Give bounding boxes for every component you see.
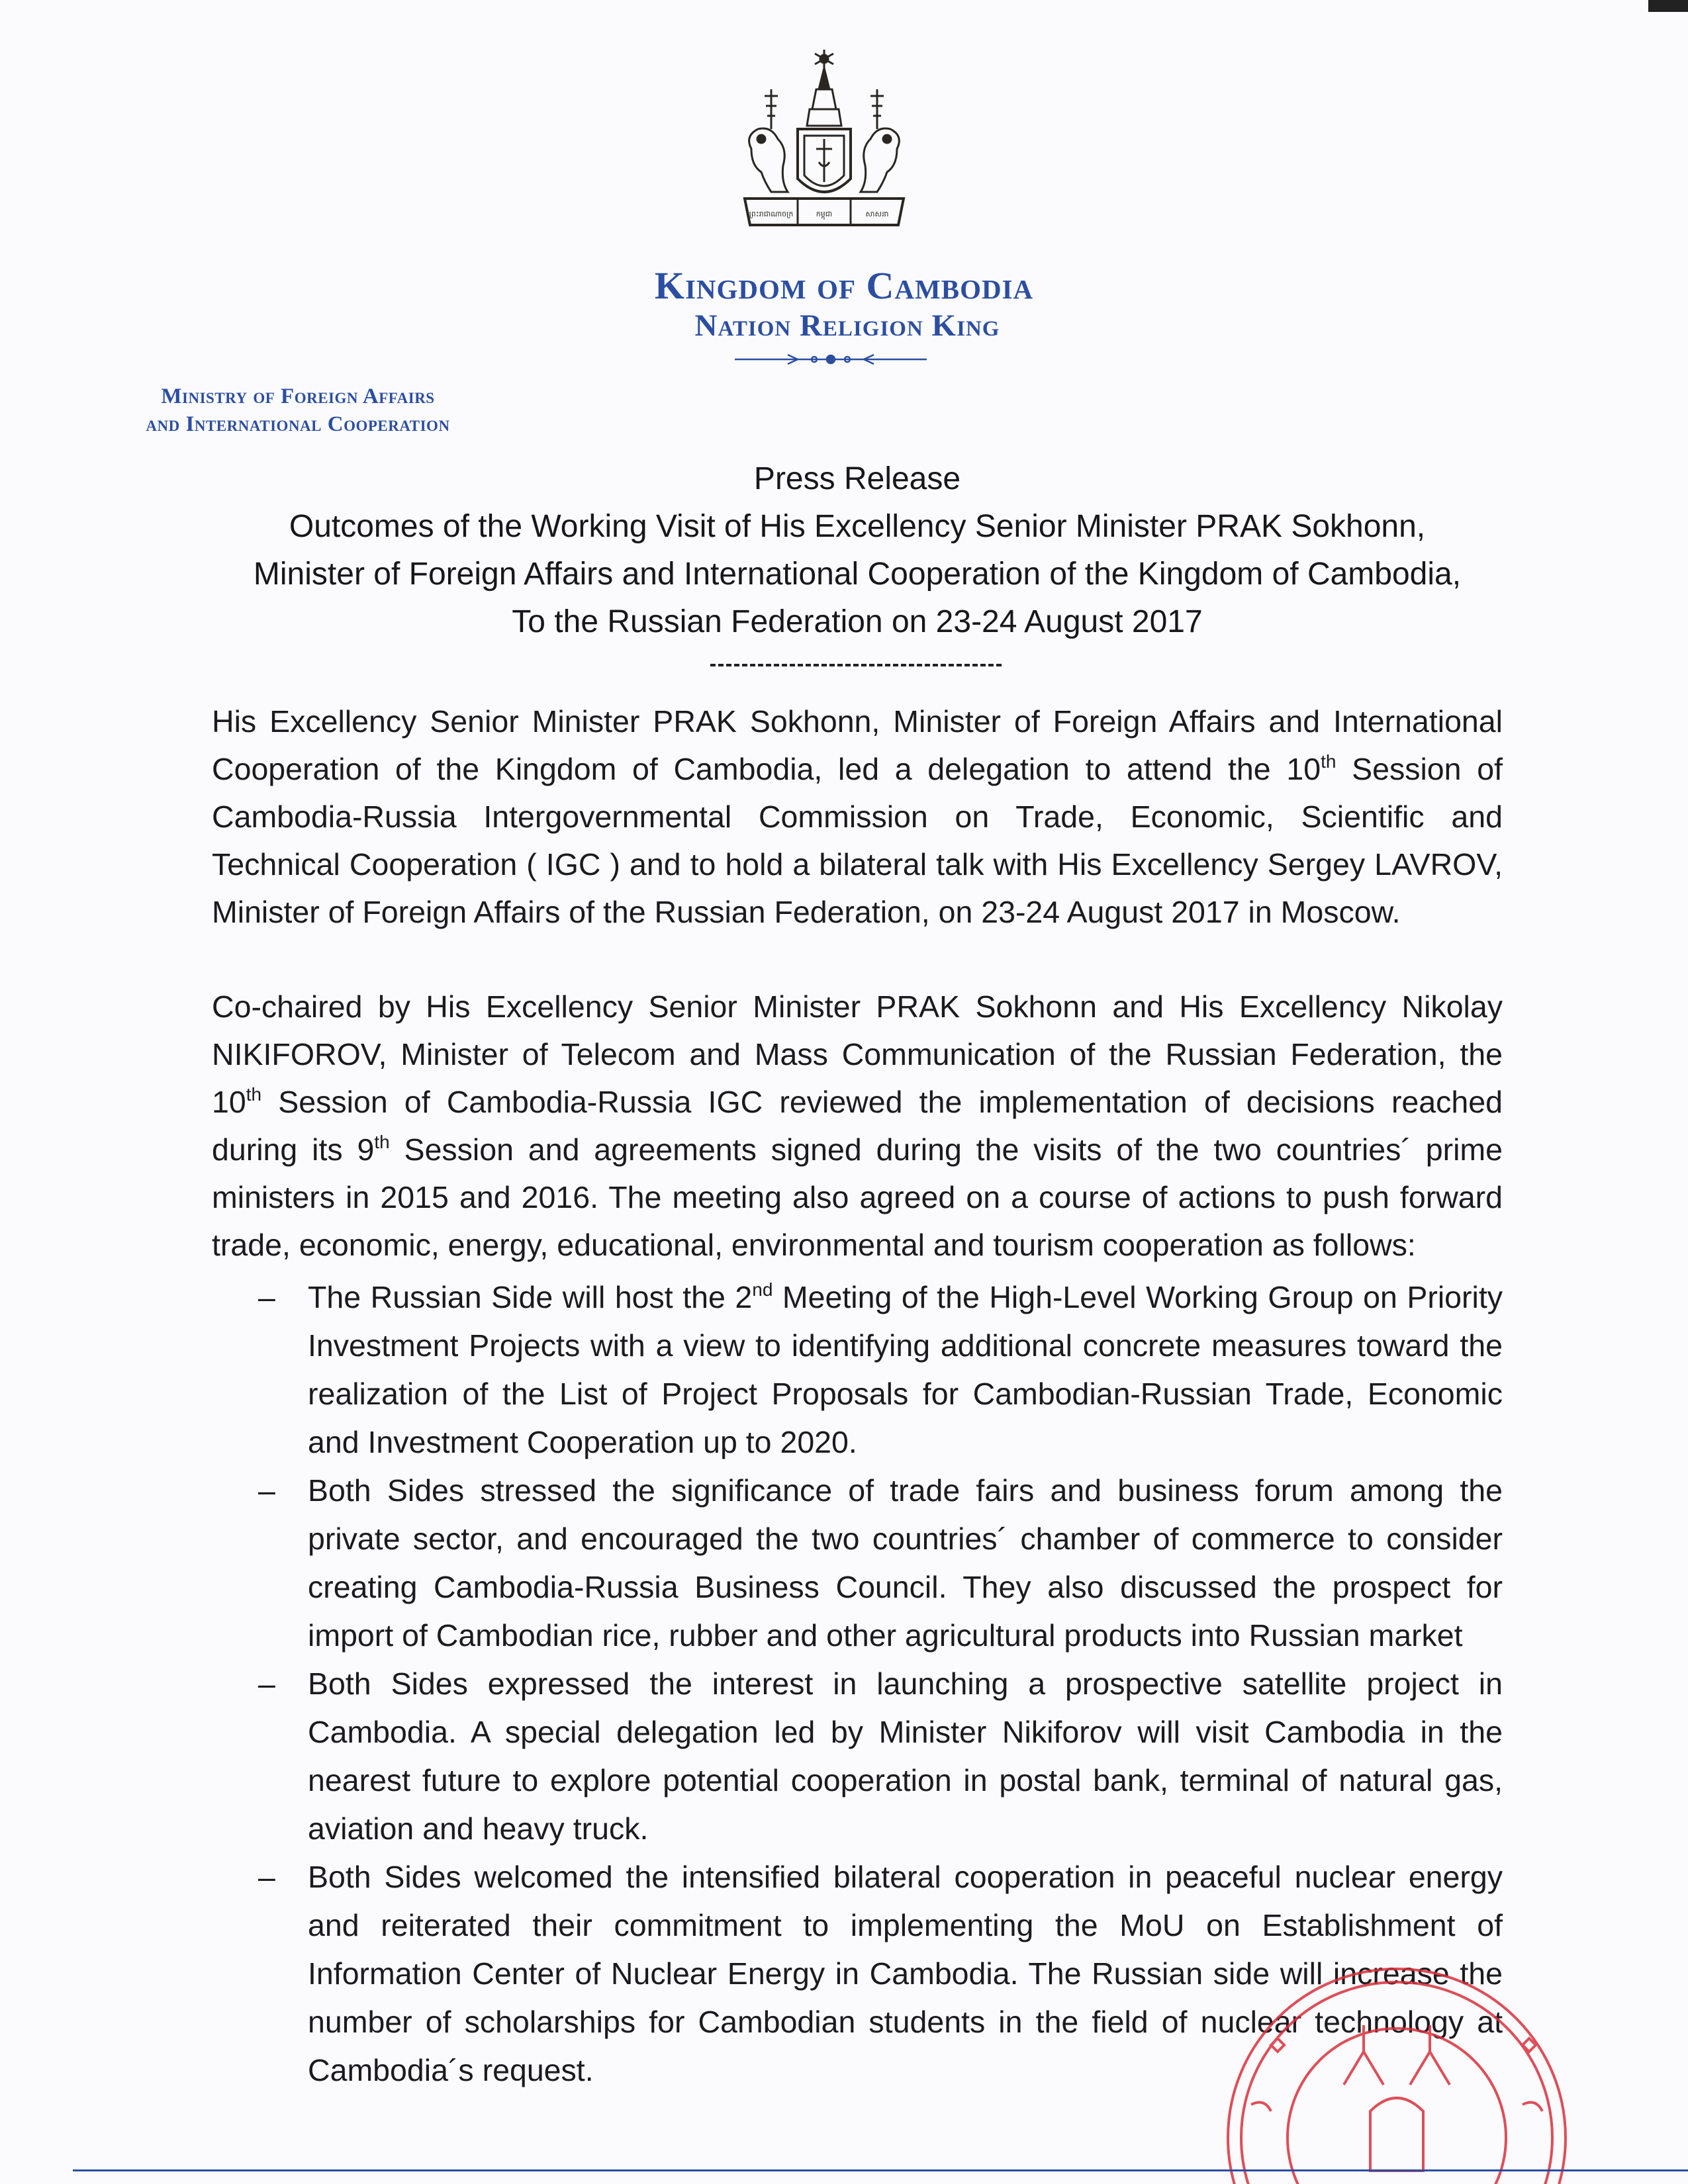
paragraph-outcomes: Co-chaired by His Excellency Senior Minister PRAK Sokhonn and His Excellency Nikolay NIKIFOROV, Minister of Telecom and Mass Communication of the Russian Federation, the 10th Session of Cambodia-Russia IGC reviewed the implementation of decisions reached during its 9th Session and agreements signed during the visits of the two countries´ prime ministers in 2015 and 2016. The meeting also agreed on a course of actions to push forward trade, economic, energy, educational, environmental and tourism cooperation as follows: <box>212 989 1503 1262</box>
list-item: – The Russian Side will host the 2nd Meeting of the High-Level Working Group on Priority Investment Projects with a view to identifying additional concrete measures toward the realization of the List of Project Proposals for Cambodian-Russian Trade, Economic and Investment Cooperation up to 2020. <box>258 1273 1503 1467</box>
svg-text:កម្ពុជា: កម្ពុជា <box>816 210 833 218</box>
headline-line-3: To the Russian Federation on 23-24 August 2017 <box>512 604 1203 639</box>
paragraph-intro: His Excellency Senior Minister PRAK Sokhonn, Minister of Foreign Affairs and International Cooperation of the Kingdom of Cambodia, led a delegation to attend the 10th Session of Cambodia-Russia Intergovernmental Commission on Trade, Economic, Scientific and Technical Cooperation ( IGC ) and to hold a bilateral talk with His Excellency Sergey LAVROV, Minister of Foreign Affairs of the Russian Federation, on 23-24 August 2017 in Moscow. <box>212 704 1503 929</box>
release-headline <box>199 503 1516 646</box>
bullet-dash: – <box>258 1666 275 1701</box>
ministry-line-2: and International Cooperation <box>146 412 450 436</box>
royal-arms-emblem-icon <box>725 50 923 248</box>
bullet-dash: – <box>258 1860 275 1894</box>
bullet-dash: – <box>258 1473 275 1508</box>
bullet-dash: – <box>258 1280 275 1314</box>
list-item: – Both Sides stressed the significance of trade fairs and business forum among the private sector, and encouraged the two countries´ chamber of commerce to consider creating Cambodia-Russia Business Council. They also discussed the prospect for import of Cambodian rice, rubber and other agricultural products into Russian market <box>258 1467 1503 1660</box>
headline-line-2: Minister of Foreign Affairs and International Cooperation of the Kingdom of Cambodia, <box>253 557 1462 592</box>
ministry-name <box>60 383 536 438</box>
footer-rule <box>73 2169 1688 2171</box>
headline-separator <box>710 664 1002 666</box>
kingdom-title: Kingdom of Cambodia <box>654 264 1034 307</box>
list-item: – Both Sides welcomed the intensified bilateral cooperation in peaceful nuclear energy and reiterated their commitment to implementing the MoU on Establishment of Information Center of Nuclear Energy in Cambodia. The Russian side will increase the number of scholarships for Cambodian students in the field of nuclear technology at Cambodia´s request. <box>258 1853 1503 2095</box>
ornament-divider-icon <box>735 349 927 369</box>
press-release-label: Press Release <box>753 461 961 496</box>
ministry-line-1: Ministry of Foreign Affairs <box>161 385 435 408</box>
scan-corner-mark <box>1648 0 1688 12</box>
headline-line-1: Outcomes of the Working Visit of His Excellency Senior Minister PRAK Sokhonn, <box>289 509 1426 544</box>
svg-text:សាសនា: សាសនា <box>865 210 889 218</box>
list-item: – Both Sides expressed the interest in launching a prospective satellite project in Cambodia. A special delegation led by Minister Nikiforov will visit Cambodia in the nearest future to explore potential cooperation in postal bank, terminal of natural gas, aviation and heavy truck. <box>258 1660 1503 1853</box>
svg-text:ព្រះរាជាណាចក្រ: ព្រះរាជាណាចក្រ <box>749 210 794 218</box>
national-motto: Nation Religion King <box>694 308 1000 343</box>
official-seal-icon <box>1211 1952 1582 2184</box>
